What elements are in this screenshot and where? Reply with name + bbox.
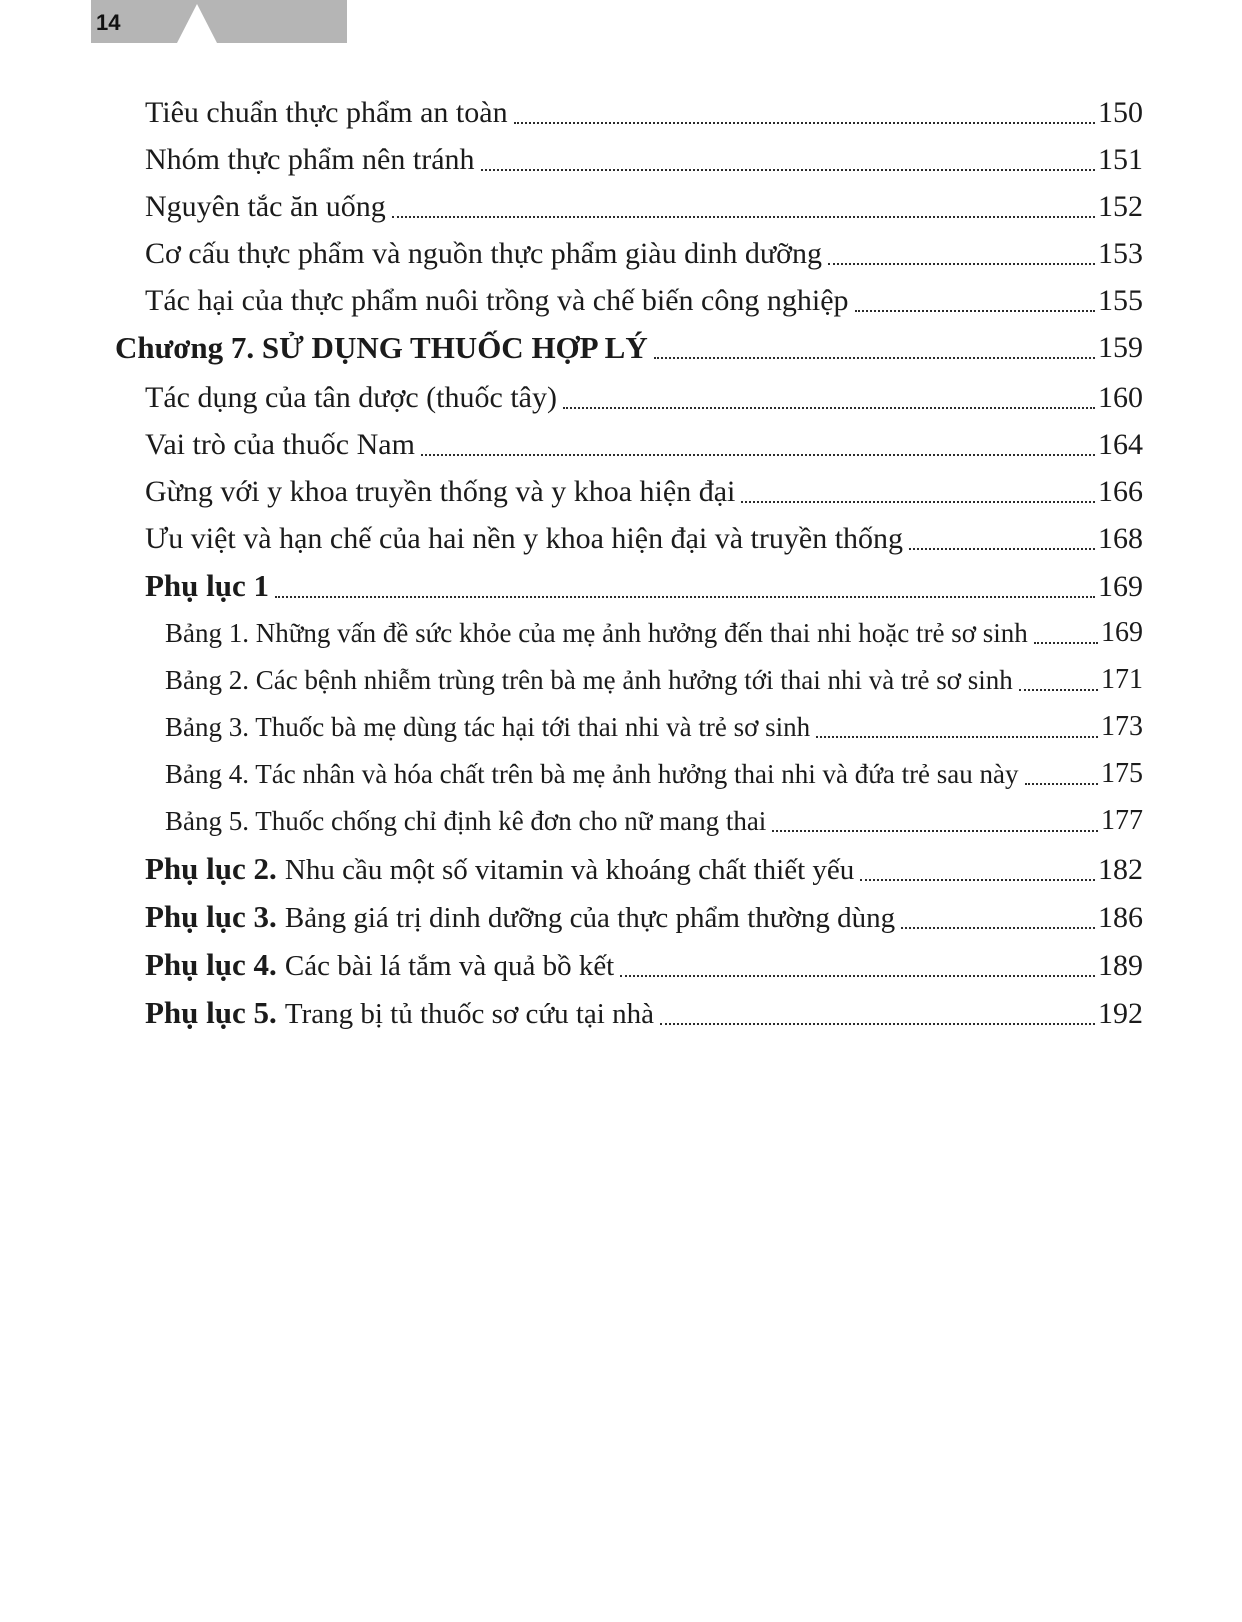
toc-entry xyxy=(115,472,1143,512)
toc-entry-title xyxy=(165,708,810,746)
dot-leader xyxy=(909,548,1095,550)
dot-leader xyxy=(901,927,1095,929)
toc-entry-page: 150 xyxy=(1098,96,1143,129)
toc-entry-page: 153 xyxy=(1098,237,1143,270)
toc-entry xyxy=(115,234,1143,274)
dot-leader xyxy=(392,216,1095,218)
dot-leader xyxy=(421,454,1095,456)
toc-entry-page: 169 xyxy=(1101,617,1143,648)
dot-leader xyxy=(481,169,1095,171)
toc-entry-prefix: Phụ lục 4. xyxy=(145,947,277,982)
toc-entry-prefix: Phụ lục 2. xyxy=(145,851,277,886)
header-notch-triangle xyxy=(177,4,217,43)
toc-entry-text: Bảng 1. Những vấn đề sức khỏe của mẹ ảnh hưởng đến thai nhi hoặc trẻ sơ sinh xyxy=(165,618,1028,648)
toc-entry xyxy=(115,519,1143,559)
toc-entry-text: Nguyên tắc ăn uống xyxy=(145,190,386,223)
toc-entry-text: Trang bị tủ thuốc sơ cứu tại nhà xyxy=(284,998,654,1030)
toc-entry-title xyxy=(145,897,895,938)
toc-entry-title xyxy=(145,378,557,418)
dot-leader xyxy=(828,263,1095,265)
toc-entry-text: Nhóm thực phẩm nên tránh xyxy=(145,143,475,176)
toc-entry-page: 151 xyxy=(1098,143,1143,176)
toc-entry-title xyxy=(145,281,849,321)
toc-entry-prefix: Chương 7. SỬ DỤNG THUỐC HỢP LÝ xyxy=(115,330,648,365)
toc-entry-prefix: Phụ lục 3. xyxy=(145,899,277,934)
toc-entry-text: Bảng 3. Thuốc bà mẹ dùng tác hại tới thai nhi và trẻ sơ sinh xyxy=(165,712,811,742)
toc-entry-text: Tác hại của thực phẩm nuôi trồng và chế biến công nghiệp xyxy=(145,284,849,317)
toc-entry-text: Nhu cầu một số vitamin và khoáng chất thiết yếu xyxy=(284,854,855,886)
toc-entry-page: 169 xyxy=(1098,570,1143,603)
toc-entry-text: Các bài lá tắm và quả bồ kết xyxy=(284,950,615,982)
dot-leader xyxy=(1019,689,1098,691)
toc-entry-title xyxy=(165,802,766,840)
dot-leader xyxy=(855,310,1095,312)
toc-entry-text: Ưu việt và hạn chế của hai nền y khoa hiện đại và truyền thống xyxy=(145,522,904,555)
toc-entry xyxy=(115,993,1143,1034)
toc-entry-page: 155 xyxy=(1098,284,1143,317)
toc-entry-title xyxy=(145,140,475,180)
toc-entry-prefix: Phụ lục 1 xyxy=(145,568,270,603)
dot-leader xyxy=(654,357,1095,359)
toc-entry-text: Cơ cấu thực phẩm và nguồn thực phẩm giàu dinh dưỡng xyxy=(145,237,823,270)
toc-entry-page: 182 xyxy=(1098,853,1143,886)
toc-entry-title xyxy=(115,328,648,368)
toc-entry xyxy=(115,425,1143,465)
toc-entry-text: Tiêu chuẩn thực phẩm an toàn xyxy=(145,96,508,129)
toc-entry-text: Gừng với y khoa truyền thống và y khoa hiện đại xyxy=(145,475,736,508)
toc-entry xyxy=(115,187,1143,227)
dot-leader xyxy=(860,879,1095,881)
toc-entry-title xyxy=(145,945,614,986)
toc-entry xyxy=(115,328,1143,368)
toc-entry-title xyxy=(145,849,854,890)
toc-entry-title xyxy=(145,519,903,559)
toc-entry-title xyxy=(145,993,654,1034)
toc-entry-page: 189 xyxy=(1098,949,1143,982)
dot-leader xyxy=(660,1023,1095,1025)
toc-entry-text: Bảng 4. Tác nhân và hóa chất trên bà mẹ ảnh hưởng thai nhi và đứa trẻ sau này xyxy=(165,759,1019,789)
dot-leader xyxy=(1025,783,1098,785)
toc-entry-page: 175 xyxy=(1101,758,1143,789)
dot-leader xyxy=(514,122,1095,124)
toc-entry-page: 160 xyxy=(1098,381,1143,414)
dot-leader xyxy=(741,501,1095,503)
toc-entry-page: 186 xyxy=(1098,901,1143,934)
page-number: 14 xyxy=(96,10,121,35)
toc-entry-title xyxy=(145,566,269,607)
toc-entry-text: Tác dụng của tân dược (thuốc tây) xyxy=(145,381,557,414)
toc-entry-title xyxy=(145,234,822,274)
toc-entry xyxy=(115,897,1143,938)
toc-entry-title xyxy=(145,187,386,227)
toc-entry-page: 173 xyxy=(1101,711,1143,742)
toc-entry-title xyxy=(165,614,1028,652)
toc-entry-page: 171 xyxy=(1101,664,1143,695)
toc-entry xyxy=(115,614,1143,652)
dot-leader xyxy=(772,830,1098,832)
toc-list xyxy=(115,93,1143,1041)
toc-entry xyxy=(115,281,1143,321)
toc-entry-page: 166 xyxy=(1098,475,1143,508)
dot-leader xyxy=(275,596,1095,598)
toc-entry xyxy=(115,140,1143,180)
toc-entry-page: 159 xyxy=(1098,331,1143,364)
toc-entry xyxy=(115,755,1143,793)
toc-entry-page: 192 xyxy=(1098,997,1143,1030)
toc-entry-title xyxy=(165,755,1019,793)
dot-leader xyxy=(563,407,1095,409)
toc-entry-title xyxy=(165,661,1013,699)
toc-entry-text: Bảng 2. Các bệnh nhiễm trùng trên bà mẹ ảnh hưởng tới thai nhi và trẻ sơ sinh xyxy=(165,665,1013,695)
toc-entry-page: 177 xyxy=(1101,805,1143,836)
toc-entry-title xyxy=(145,93,508,133)
toc-entry xyxy=(115,849,1143,890)
toc-entry-page: 168 xyxy=(1098,522,1143,555)
toc-entry xyxy=(115,566,1143,607)
toc-entry-text: Bảng 5. Thuốc chống chỉ định kê đơn cho nữ mang thai xyxy=(165,806,767,836)
toc-entry xyxy=(115,378,1143,418)
toc-entry-text: Bảng giá trị dinh dưỡng của thực phẩm thường dùng xyxy=(284,902,896,934)
toc-entry-prefix: Phụ lục 5. xyxy=(145,995,277,1030)
toc-entry xyxy=(115,802,1143,840)
toc-entry-title xyxy=(145,472,735,512)
dot-leader xyxy=(620,975,1095,977)
toc-entry xyxy=(115,945,1143,986)
dot-leader xyxy=(816,736,1098,738)
header-bar xyxy=(91,0,347,43)
toc-entry xyxy=(115,708,1143,746)
toc-entry xyxy=(115,93,1143,133)
dot-leader xyxy=(1034,642,1098,644)
toc-entry-page: 152 xyxy=(1098,190,1143,223)
toc-entry-text: Vai trò của thuốc Nam xyxy=(145,428,415,461)
toc-entry-page: 164 xyxy=(1098,428,1143,461)
toc-entry-title xyxy=(145,425,415,465)
toc-entry xyxy=(115,661,1143,699)
